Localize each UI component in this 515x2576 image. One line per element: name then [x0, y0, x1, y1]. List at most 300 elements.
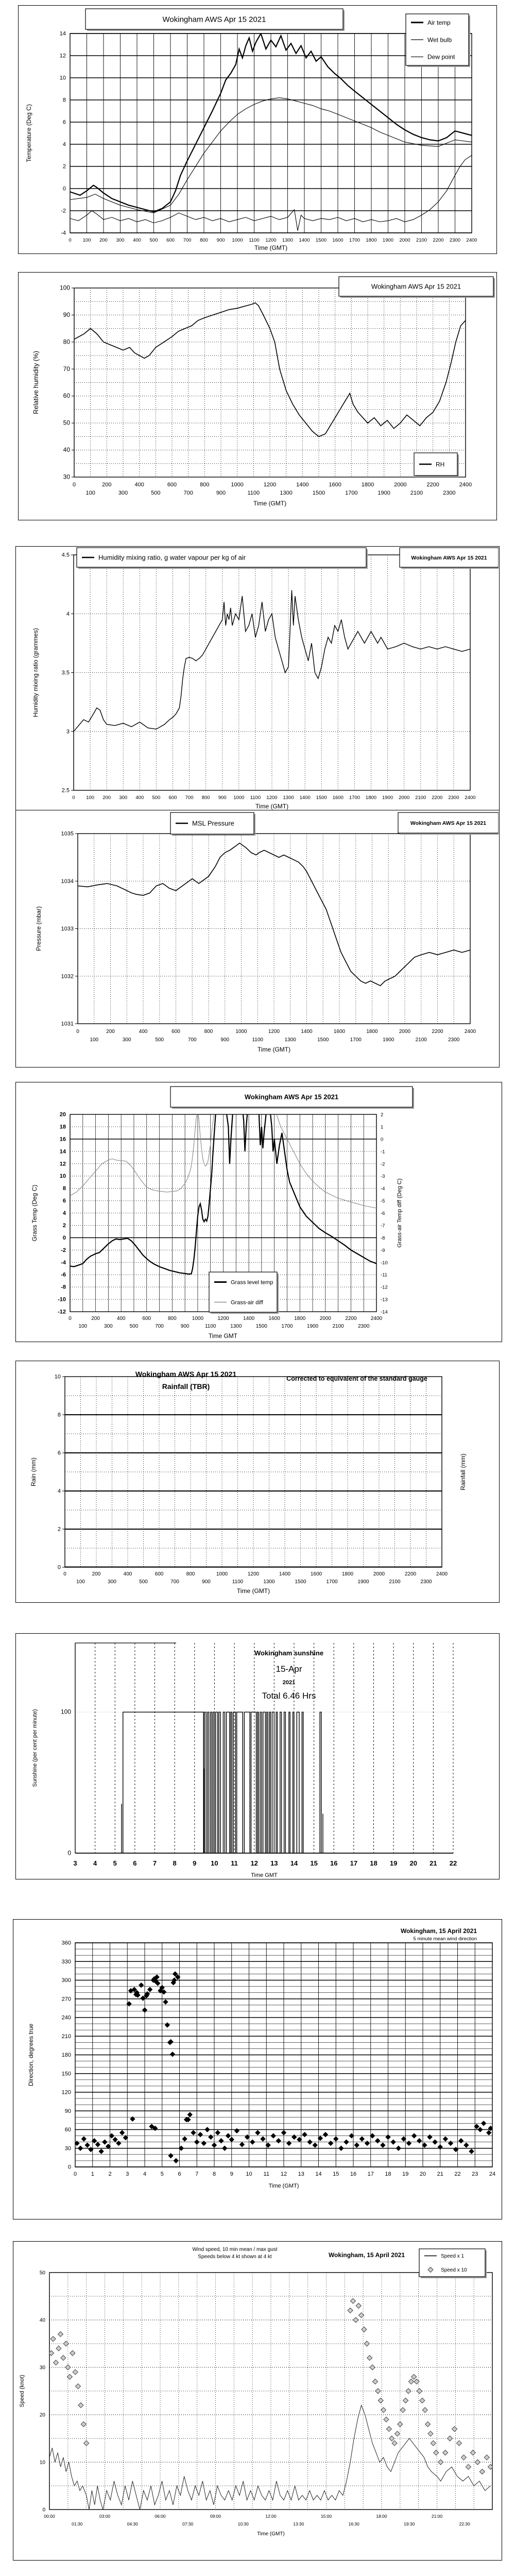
- y-tick-label: 270: [61, 1996, 71, 2003]
- x-tick-label: 900: [180, 1324, 190, 1329]
- y-tick-label: 150: [61, 2071, 71, 2077]
- y-tick-label: 60: [63, 392, 70, 400]
- legend-label: Grass-air diff: [231, 1299, 263, 1306]
- x-tick-label: 14: [290, 1859, 298, 1867]
- x-tick-label: 400: [116, 1316, 126, 1321]
- y-tick-label: 4: [66, 611, 70, 617]
- y2-tick-label: -13: [381, 1297, 388, 1303]
- y-tick-label: 90: [64, 2108, 71, 2114]
- y-axis-title: Direction, degrees true: [27, 2023, 35, 2087]
- x-tick-label: 700: [183, 238, 192, 243]
- chart-humidity-mixing-ratio: [15, 546, 500, 813]
- x-tick-label: 1500: [315, 238, 327, 243]
- y-tick-label: 2: [57, 1526, 61, 1533]
- chart-rainfall: [15, 1361, 500, 1603]
- x-tick-label: 07:30: [182, 2521, 194, 2527]
- y-tick-label: -4: [61, 1259, 66, 1266]
- x-tick-label: 0: [73, 2171, 77, 2177]
- x-tick-label: 1700: [350, 1037, 362, 1043]
- x-tick-label: 2400: [464, 1029, 476, 1035]
- x-tick-label: 1800: [365, 795, 377, 801]
- annotation-text: Speeds below 4 kt shown at 4 kt: [198, 2254, 272, 2260]
- x-tick-label: 2300: [448, 1037, 460, 1043]
- x-tick-label: 800: [186, 1571, 195, 1577]
- x-tick-label: 17: [350, 1859, 358, 1867]
- annotation-text: Wokingham, 15 April 2021: [328, 2251, 405, 2259]
- x-tick-label: 11: [263, 2171, 269, 2177]
- x-tick-label: 15: [333, 2171, 339, 2177]
- y-tick-label: -6: [61, 1272, 66, 1278]
- x-tick-label: 700: [187, 1037, 197, 1043]
- y-tick-label: 14: [59, 1148, 66, 1155]
- x-tick-label: 1600: [332, 238, 344, 243]
- x-tick-label: 1300: [283, 795, 294, 801]
- x-tick-label: 16: [350, 2171, 357, 2177]
- x-tick-label: 22: [454, 2171, 461, 2177]
- annotation-text: Total 6.46 Hrs: [262, 1691, 316, 1701]
- x-tick-label: 1600: [333, 1029, 346, 1035]
- x-tick-label: 700: [183, 490, 193, 496]
- x-axis-title: Time (GMT): [253, 500, 287, 507]
- y-tick-label: 10: [59, 75, 66, 81]
- x-tick-label: 1000: [231, 482, 244, 488]
- x-tick-label: 1300: [284, 1037, 296, 1043]
- x-tick-label: 1100: [232, 1579, 244, 1585]
- y-tick-label: 50: [63, 419, 70, 427]
- x-tick-label: 1300: [230, 1324, 242, 1329]
- x-tick-label: 2400: [465, 795, 476, 801]
- x-tick-label: 6: [133, 1859, 137, 1867]
- chart-pressure-canvas: [16, 810, 499, 1066]
- x-tick-label: 300: [108, 1579, 116, 1585]
- x-tick-label: 19: [402, 2171, 409, 2177]
- x-tick-label: 1900: [377, 490, 390, 496]
- x-tick-label: 8: [173, 1859, 177, 1867]
- y-tick-label: 1035: [61, 831, 74, 837]
- x-tick-label: 12: [280, 2171, 287, 2177]
- y-tick-label: 2.5: [61, 787, 70, 794]
- y-tick-label: 1032: [61, 973, 74, 980]
- chart-rainfall-canvas: [16, 1361, 499, 1602]
- y-tick-label: 30: [63, 473, 70, 481]
- x-tick-label: 500: [152, 795, 161, 801]
- x-tick-label: 1900: [357, 1579, 369, 1585]
- x-tick-label: 10:30: [237, 2521, 249, 2527]
- y-tick-label: 0: [67, 1849, 71, 1857]
- x-tick-label: 2400: [370, 1316, 383, 1321]
- y2-axis-title: Rainfall (mm): [459, 1453, 467, 1490]
- y2-tick-label: -14: [381, 1309, 388, 1315]
- x-tick-label: 600: [171, 1029, 180, 1035]
- x-tick-label: 2200: [404, 1571, 417, 1577]
- y-tick-label: 4: [62, 1210, 66, 1216]
- x-tick-label: 24: [489, 2171, 496, 2177]
- x-tick-label: 06:00: [154, 2514, 166, 2519]
- x-tick-label: 9: [230, 2171, 233, 2177]
- x-tick-label: 19: [389, 1859, 398, 1867]
- x-tick-label: 1100: [249, 238, 260, 243]
- x-tick-label: 100: [82, 238, 91, 243]
- series-mixing-ratio: [74, 590, 470, 732]
- y2-tick-label: -9: [381, 1247, 385, 1253]
- chart-title: Wokingham AWS Apr 15 2021: [410, 820, 487, 826]
- x-tick-label: 200: [91, 1316, 100, 1321]
- y-axis-title: Rain (mm): [30, 1458, 37, 1486]
- x-tick-label: 2200: [433, 238, 444, 243]
- annotation-text: Wokingham sunshine: [254, 1649, 324, 1657]
- x-tick-label: 500: [149, 238, 158, 243]
- y-tick-label: 210: [61, 2033, 71, 2040]
- x-tick-label: 900: [220, 1037, 230, 1043]
- x-tick-label: 4: [143, 2171, 147, 2177]
- y-tick-label: 6: [57, 1450, 61, 1456]
- y-tick-label: 1034: [61, 878, 74, 885]
- y-tick-label: 0: [62, 1234, 66, 1241]
- y-tick-label: 20: [59, 1111, 66, 1118]
- x-tick-label: 1600: [268, 1316, 280, 1321]
- x-tick-label: 16: [330, 1859, 338, 1867]
- x-tick-label: 1800: [366, 238, 377, 243]
- x-tick-label: 2100: [415, 795, 426, 801]
- y-tick-label: 12: [59, 53, 66, 59]
- y2-tick-label: -2: [381, 1161, 385, 1167]
- x-tick-label: 1600: [332, 795, 344, 801]
- x-tick-label: 2300: [448, 795, 459, 801]
- chart-wind-direction-canvas: [13, 1920, 501, 2218]
- x-tick-label: 600: [167, 482, 177, 488]
- annotation-text: 5 minute mean wind direction: [413, 1936, 477, 1942]
- y-tick-label: 0: [57, 1564, 61, 1571]
- x-tick-label: 13: [298, 2171, 304, 2177]
- x-tick-label: 400: [134, 482, 144, 488]
- x-tick-label: 16:30: [348, 2521, 359, 2527]
- x-tick-label: 18: [370, 1859, 377, 1867]
- y2-tick-label: -12: [381, 1284, 388, 1291]
- x-tick-label: 1900: [306, 1324, 319, 1329]
- x-tick-label: 1900: [383, 1037, 394, 1043]
- x-tick-label: 1500: [312, 490, 325, 496]
- x-tick-label: 1200: [265, 238, 277, 243]
- y-tick-label: 4: [62, 141, 66, 148]
- x-tick-label: 2: [108, 2171, 112, 2177]
- x-tick-label: 17: [367, 2171, 374, 2177]
- y-tick-label: 330: [61, 1958, 71, 1965]
- x-tick-label: 100: [76, 1579, 85, 1585]
- y-tick-label: -8: [61, 1284, 66, 1291]
- y-tick-label: 0: [67, 2164, 71, 2171]
- x-tick-label: 13: [270, 1859, 278, 1867]
- x-tick-label: 1200: [217, 1316, 229, 1321]
- x-tick-label: 1400: [299, 238, 310, 243]
- y2-tick-label: -8: [381, 1235, 385, 1241]
- x-tick-label: 1200: [247, 1571, 260, 1577]
- x-tick-label: 200: [92, 1571, 101, 1577]
- y-tick-label: 8: [62, 1185, 66, 1192]
- x-tick-label: 2300: [358, 1324, 370, 1329]
- y-tick-label: 4: [57, 1488, 61, 1495]
- y-tick-label: 2: [62, 163, 66, 170]
- x-tick-label: 5: [113, 1859, 117, 1867]
- x-tick-label: 3: [73, 1859, 77, 1867]
- x-tick-label: 7: [195, 2171, 199, 2177]
- x-tick-label: 2300: [443, 490, 456, 496]
- x-axis-title: Time (GMT): [236, 1587, 270, 1595]
- y2-tick-label: -6: [381, 1211, 385, 1216]
- x-tick-label: 01:30: [72, 2521, 83, 2527]
- y2-tick-label: -11: [381, 1272, 388, 1278]
- x-tick-label: 1700: [349, 795, 360, 801]
- x-tick-label: 1900: [382, 238, 394, 243]
- chart-relative-humidity-canvas: [19, 273, 496, 519]
- chart-temperature-canvas: [19, 6, 496, 253]
- x-axis-title: Time GMT: [251, 1872, 278, 1878]
- annotation-text: 15-Apr: [276, 1664, 302, 1674]
- x-tick-label: 900: [216, 490, 226, 496]
- y-tick-label: 120: [61, 2089, 71, 2096]
- x-tick-label: 2400: [466, 238, 477, 243]
- y-tick-label: 8: [57, 1412, 61, 1418]
- x-tick-label: 5: [160, 2171, 164, 2177]
- x-tick-label: 1400: [299, 795, 311, 801]
- x-tick-label: 7: [152, 1859, 157, 1867]
- x-tick-label: 11: [231, 1859, 238, 1867]
- x-tick-label: 400: [139, 1029, 148, 1035]
- y-tick-label: 60: [64, 2127, 71, 2133]
- y2-tick-label: -7: [381, 1223, 385, 1229]
- x-tick-label: 1100: [250, 795, 261, 801]
- x-tick-label: 2200: [345, 1316, 357, 1321]
- y-tick-label: 6: [62, 119, 66, 126]
- x-tick-label: 700: [155, 1324, 164, 1329]
- x-tick-label: 19:30: [404, 2521, 415, 2527]
- y2-axis-title: Grass-air Temp diff (Deg C): [397, 1178, 403, 1248]
- x-tick-label: 0: [76, 1029, 79, 1035]
- x-tick-label: 1200: [266, 795, 278, 801]
- x-tick-label: 2100: [415, 1037, 427, 1043]
- x-axis-title: Time GMT: [208, 1332, 238, 1340]
- annotation-text: Rainfall (TBR): [162, 1382, 210, 1391]
- x-tick-label: 2400: [436, 1571, 448, 1577]
- y-tick-label: 70: [63, 365, 70, 372]
- chart-msl-pressure: [15, 810, 500, 1067]
- x-tick-label: 800: [204, 1029, 213, 1035]
- x-tick-label: 600: [142, 1316, 151, 1321]
- x-tick-label: 2000: [319, 1316, 331, 1321]
- x-tick-label: 21: [430, 1859, 437, 1867]
- x-tick-label: 400: [133, 238, 141, 243]
- y2-tick-label: -3: [381, 1174, 385, 1180]
- x-tick-label: 8: [212, 2171, 216, 2177]
- x-tick-label: 0: [63, 1571, 66, 1577]
- y-tick-label: 3: [66, 728, 70, 735]
- x-tick-label: 20: [409, 1859, 417, 1867]
- x-tick-label: 12: [250, 1859, 258, 1867]
- chart-mixing-ratio-canvas: [16, 547, 499, 812]
- y-tick-label: 100: [59, 284, 70, 292]
- x-tick-label: 100: [85, 490, 95, 496]
- x-tick-label: 21:00: [431, 2514, 443, 2519]
- y2-tick-label: -5: [381, 1198, 385, 1205]
- x-tick-label: 0: [68, 238, 72, 243]
- chart-title: Wokingham AWS Apr 15 2021: [371, 282, 461, 291]
- x-tick-label: 00:00: [44, 2514, 55, 2519]
- x-tick-label: 4: [93, 1859, 97, 1867]
- annotation-text: 2021: [282, 1680, 296, 1686]
- y-tick-label: 100: [60, 1708, 71, 1716]
- x-tick-label: 1000: [235, 1029, 247, 1035]
- y-tick-label: 12: [59, 1161, 66, 1167]
- x-tick-label: 700: [185, 795, 194, 801]
- x-tick-label: 2000: [394, 482, 407, 488]
- x-tick-label: 13:30: [293, 2521, 304, 2527]
- annotation-text: Wind speed, 10 min mean / max gust: [192, 2247, 278, 2252]
- x-tick-label: 1: [91, 2171, 94, 2177]
- x-tick-label: 2100: [410, 490, 423, 496]
- x-tick-label: 1300: [280, 490, 293, 496]
- y2-tick-label: 0: [381, 1137, 384, 1143]
- x-tick-label: 1400: [279, 1571, 291, 1577]
- x-tick-label: 1000: [232, 238, 243, 243]
- y-tick-label: 16: [59, 1136, 66, 1143]
- x-tick-label: 6: [178, 2171, 181, 2177]
- y-tick-label: 40: [63, 446, 70, 454]
- x-tick-label: 12:00: [265, 2514, 277, 2519]
- x-tick-label: 1000: [192, 1316, 204, 1321]
- x-tick-label: 0: [72, 482, 76, 488]
- x-tick-label: 1100: [204, 1324, 216, 1329]
- x-tick-label: 900: [216, 238, 225, 243]
- x-tick-label: 1900: [382, 795, 393, 801]
- y-tick-label: 300: [61, 1977, 71, 1984]
- x-tick-label: 2000: [373, 1571, 385, 1577]
- x-axis-title: Time (GMT): [257, 1046, 291, 1053]
- x-tick-label: 900: [218, 795, 227, 801]
- chart-wind-direction: [13, 1919, 502, 2219]
- y-tick-label: 50: [39, 2270, 45, 2276]
- y-tick-label: 0: [42, 2507, 45, 2513]
- y-tick-label: 8: [62, 97, 66, 104]
- x-tick-label: 300: [118, 490, 128, 496]
- x-tick-label: 18: [385, 2171, 391, 2177]
- x-axis-title: Time (GMT): [255, 803, 289, 810]
- y-axis-title: Speed (knot): [19, 2375, 25, 2408]
- y2-tick-label: -4: [381, 1186, 385, 1192]
- x-tick-label: 15: [310, 1859, 318, 1867]
- chart-wind-speed-canvas: [13, 2242, 501, 2560]
- y2-tick-label: -1: [381, 1149, 385, 1155]
- y-tick-label: -2: [61, 1247, 66, 1253]
- x-tick-label: 2000: [399, 238, 410, 243]
- x-tick-label: 9: [193, 1859, 197, 1867]
- y-tick-label: 1031: [61, 1021, 74, 1027]
- x-tick-label: 23: [472, 2171, 478, 2177]
- chart-air-temperature: [18, 5, 497, 254]
- x-tick-label: 300: [116, 238, 125, 243]
- x-tick-label: 500: [151, 490, 161, 496]
- x-tick-label: 2200: [432, 1029, 443, 1035]
- annotation-text: Wokingham, 15 April 2021: [400, 1927, 477, 1935]
- y-axis-title: Humidity mixing ratio (grammes): [32, 628, 39, 717]
- x-tick-label: 1700: [326, 1579, 338, 1585]
- series-mean-speed: [49, 2405, 490, 2510]
- x-tick-label: 1800: [341, 1571, 354, 1577]
- legend-box: [209, 1272, 277, 1312]
- x-tick-label: 1200: [263, 482, 277, 488]
- y-tick-label: 10: [59, 1173, 66, 1180]
- x-tick-label: 200: [99, 238, 108, 243]
- x-tick-label: 18:00: [376, 2514, 387, 2519]
- series-sunshine: [75, 1712, 453, 1853]
- x-tick-label: 1400: [296, 482, 309, 488]
- x-tick-label: 2400: [459, 482, 472, 488]
- x-tick-label: 1500: [316, 795, 327, 801]
- x-tick-label: 1600: [329, 482, 341, 488]
- x-tick-label: 09:00: [210, 2514, 221, 2519]
- x-tick-label: 2100: [389, 1579, 401, 1585]
- x-tick-label: 20: [419, 2171, 426, 2177]
- chart-title: Wokingham AWS Apr 15 2021: [244, 1093, 339, 1101]
- y-axis-title: Pressure (mbar): [35, 906, 42, 951]
- x-tick-label: 800: [201, 795, 210, 801]
- y-tick-label: 80: [63, 338, 70, 346]
- y-tick-label: 30: [39, 2365, 45, 2371]
- x-tick-label: 1500: [317, 1037, 329, 1043]
- y-tick-label: 10: [39, 2460, 45, 2466]
- annotation-text: Corrected to equivalent of the standard gauge: [286, 1375, 427, 1382]
- y-tick-label: 0: [62, 185, 66, 192]
- y-tick-label: 180: [61, 2052, 71, 2058]
- x-tick-label: 1500: [295, 1579, 306, 1585]
- chart-sunshine-canvas: [16, 1634, 499, 1878]
- legend-label: RH: [436, 461, 445, 468]
- chart-grass-temp-canvas: [16, 1082, 501, 1341]
- y-axis-title: Temperature (Deg C): [25, 104, 32, 162]
- y-tick-label: 18: [59, 1124, 66, 1130]
- series-relative-humidity: [74, 303, 466, 437]
- x-tick-label: 500: [155, 1037, 164, 1043]
- x-tick-label: 14: [315, 2171, 322, 2177]
- y-tick-label: 1033: [61, 926, 74, 932]
- x-tick-label: 1100: [247, 490, 260, 496]
- y-axis-title: Grass Temp (Deg C): [31, 1184, 38, 1242]
- x-tick-label: 1300: [263, 1579, 275, 1585]
- y-tick-label: 3.5: [61, 670, 70, 676]
- x-tick-label: 100: [78, 1324, 88, 1329]
- chart-grass-temperature: [15, 1082, 502, 1342]
- x-tick-label: 600: [168, 795, 177, 801]
- x-tick-label: 600: [166, 238, 175, 243]
- x-tick-label: 900: [202, 1579, 211, 1585]
- x-tick-label: 2100: [416, 238, 427, 243]
- annotation-text: Wokingham AWS Apr 15 2021: [135, 1370, 237, 1378]
- x-tick-label: 1100: [252, 1037, 264, 1043]
- x-tick-label: 2200: [432, 795, 443, 801]
- x-axis-title: Time (GMT): [257, 2531, 285, 2537]
- x-tick-label: 700: [170, 1579, 179, 1585]
- x-tick-label: 300: [104, 1324, 113, 1329]
- chart-title: Wokingham AWS Apr 15 2021: [162, 15, 266, 24]
- x-tick-label: 1700: [281, 1324, 293, 1329]
- x-tick-label: 2200: [426, 482, 439, 488]
- y-tick-label: 240: [61, 2014, 71, 2021]
- x-tick-label: 21: [437, 2171, 443, 2177]
- legend-label: Grass level temp: [231, 1279, 273, 1286]
- x-tick-label: 0: [72, 795, 75, 801]
- legend-label: Air temp: [427, 19, 451, 26]
- x-tick-label: 1000: [233, 795, 245, 801]
- y-axis-title: Sunshine (per cent per minute): [32, 1709, 38, 1787]
- legend-label: Speed x 1: [441, 2253, 465, 2260]
